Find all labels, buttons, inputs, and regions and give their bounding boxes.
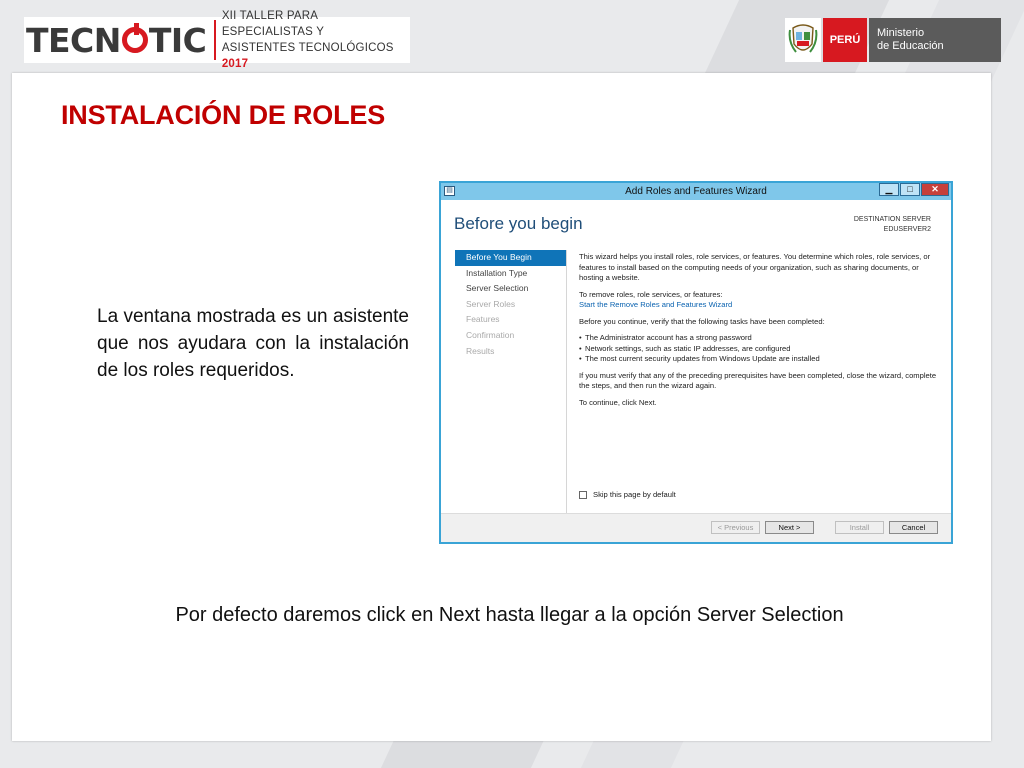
page-title: INSTALACIÓN DE ROLES: [61, 100, 386, 130]
next-button[interactable]: Next >: [765, 521, 814, 534]
remove-section: To remove roles, role services, or features: Start the Remove Roles and Features Wizard: [579, 289, 733, 309]
skip-page-checkbox[interactable]: [579, 491, 587, 499]
skip-page-label: Skip this page by default: [593, 490, 676, 499]
list-item: • Network settings, such as static IP addresses, are configured: [579, 344, 941, 355]
close-button[interactable]: ✕: [921, 183, 949, 196]
tagline-line1: XII TALLER PARA ESPECIALISTAS Y: [221, 10, 325, 38]
tecnotic-logo: [24, 10, 410, 70]
previous-button[interactable]: < Previous: [711, 521, 760, 534]
window-title: Add Roles and Features Wizard: [625, 186, 767, 197]
power-icon: [122, 27, 148, 53]
step-confirmation: Confirmation: [466, 329, 515, 340]
list-item: • The most current security updates from Windows Update are installed: [579, 354, 941, 365]
wizard-body: [441, 200, 951, 542]
coat-of-arms-icon: [785, 18, 821, 62]
peru-label: PERÚ: [823, 18, 867, 62]
list-item: • The Administrator account has a strong password: [579, 333, 941, 344]
minimize-button[interactable]: ▁: [879, 183, 899, 196]
wizard-window: [439, 181, 953, 544]
step-server-selection[interactable]: Server Selection: [466, 283, 529, 294]
wizard-heading: Before you begin: [454, 214, 583, 233]
skip-page-option[interactable]: [579, 490, 676, 499]
wizard-steps: [455, 250, 566, 359]
step-results: Results: [466, 345, 495, 356]
install-button[interactable]: Install: [835, 521, 884, 534]
step-features: Features: [466, 314, 500, 325]
header: [0, 0, 1024, 72]
wizard-content: [579, 252, 941, 414]
description-text: La ventana mostrada es un asistente que nos ayudara con la instalación de los roles requeridos.: [97, 306, 409, 381]
logo-word-pre: TECN: [26, 20, 121, 60]
logo-word-post: TIC: [148, 20, 207, 60]
footer-instruction: Por defecto daremos click en Next hasta llegar a la opción Server Selection: [175, 604, 844, 626]
prereq-note: If you must verify that any of the preceding prerequisites have been completed, close the wizard, complete the steps, and then run the wizard again.: [579, 370, 937, 390]
verify-label: Before you continue, verify that the following tasks have been completed:: [579, 316, 825, 326]
logo-wordmark: [26, 21, 206, 60]
event-tagline: [222, 8, 410, 72]
tagline-year: 2017: [221, 58, 249, 70]
tagline-line2: ASISTENTES TECNOLÓGICOS 2017: [221, 42, 394, 70]
government-logo: [785, 18, 1001, 62]
cancel-button[interactable]: Cancel: [889, 521, 938, 534]
wizard-titlebar[interactable]: [441, 183, 951, 200]
logo-divider: [214, 20, 215, 60]
steps-divider: [566, 250, 567, 530]
ministry-label: Ministerio de Educación: [869, 18, 1001, 62]
destination-server: DESTINATION SERVER EDUSERVER2: [853, 216, 931, 233]
maximize-button[interactable]: □: [900, 183, 920, 196]
remove-wizard-link[interactable]: Start the Remove Roles and Features Wizard: [579, 300, 733, 309]
window-controls: [878, 183, 949, 196]
step-installation-type[interactable]: Installation Type: [466, 267, 528, 278]
intro-text: This wizard helps you install roles, role services, or features. You determine which roles, role services, or features to install based on the computing needs of your organization, such as sharing documents, or hosting a website.: [579, 252, 931, 282]
continue-note: To continue, click Next.: [579, 397, 657, 407]
task-list: [579, 333, 941, 365]
slide: [12, 73, 991, 741]
wizard-button-bar: [441, 513, 951, 542]
app-icon: ▤: [444, 186, 455, 196]
step-server-roles: Server Roles: [466, 298, 516, 309]
step-before-you-begin[interactable]: Before You Begin: [455, 250, 566, 266]
